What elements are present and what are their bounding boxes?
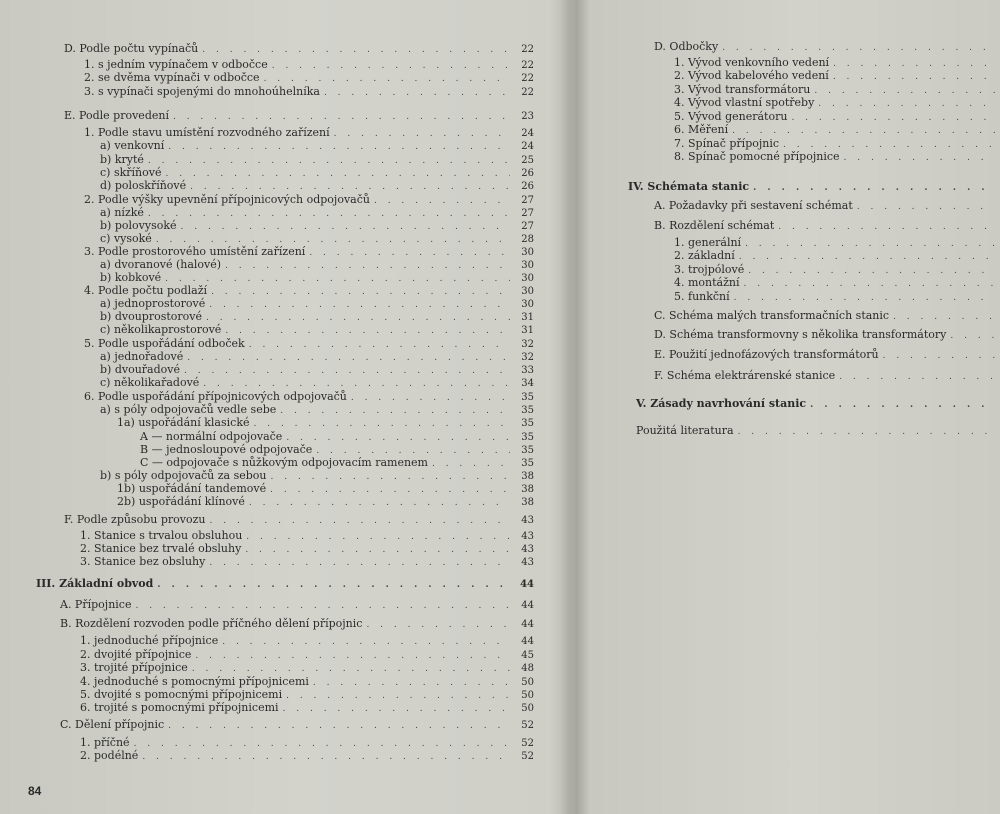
toc-entry-1-pricne	[80, 736, 534, 750]
toc-entry-text: a) jednoprostorové	[100, 297, 206, 310]
toc-entry-text: 4. jednoduché s pomocnými přípojnicemi	[80, 675, 309, 688]
toc-entry-d-poloskrinove	[100, 179, 534, 193]
toc-entry-text: D. Schéma transformovny s několika transformátory	[654, 328, 947, 341]
dot-leader	[839, 370, 995, 384]
toc-entry-text: b) dvouřadové	[100, 363, 180, 376]
toc-entry-c-deleni-pripojnic	[60, 718, 534, 732]
dot-leader	[753, 181, 995, 195]
toc-entry-page: 27	[521, 221, 534, 232]
toc-entry-d-odbocky	[654, 40, 995, 54]
toc-entry-page: 35	[521, 458, 534, 469]
toc-entry-text: E. Použití jednofázových transformátorů	[654, 348, 879, 361]
toc-entry-4-podle-poctu-podlazi	[84, 284, 534, 298]
toc-entry-text: 2. se dvěma vypínači v odbočce	[84, 71, 260, 84]
toc-entry-c-skrinove	[100, 166, 534, 180]
dot-leader	[173, 110, 510, 124]
toc-entry-text: A. Přípojnice	[60, 598, 132, 611]
toc-entry-4-vyvod-vlastni-spotreby	[674, 96, 995, 110]
toc-entry-f-schema-elektrarenske-stanice	[654, 369, 995, 383]
toc-entry-iii-zakladni-obvod	[36, 577, 534, 591]
toc-entry-page: 38	[521, 497, 534, 508]
toc-entry-page: 30	[521, 299, 534, 310]
toc-entry-5-podle-usporadani-odbocek	[84, 337, 534, 351]
toc-entry-text: c) několikaprostorové	[100, 323, 222, 336]
toc-entry-c-vysoke	[100, 232, 534, 246]
toc-entry-e-podle-provedeni	[64, 109, 534, 123]
toc-entry-page: 25	[521, 155, 534, 166]
toc-entry-page: 26	[521, 181, 534, 192]
book-gutter	[560, 0, 590, 814]
toc-entry-b-polovysoke	[100, 219, 534, 233]
toc-entry-page: 30	[521, 260, 534, 271]
dot-leader	[254, 417, 511, 431]
dot-leader	[202, 43, 510, 57]
toc-entry-a-normalni-odpojovace	[140, 430, 534, 444]
toc-entry-page: 22	[521, 60, 534, 71]
toc-entry-page: 34	[521, 378, 534, 389]
toc-entry-d-schema-transformovny-s-nekolika-transf	[654, 328, 995, 342]
toc-entry-e-pouziti-jednofazovych-transformatoru	[654, 348, 995, 362]
toc-entry-text: V. Zásady navrhování stanic	[636, 397, 807, 410]
dot-leader	[264, 72, 510, 86]
dot-leader	[810, 398, 995, 412]
page-number: 84	[28, 784, 42, 798]
dot-leader	[739, 250, 995, 264]
toc-entry-text: B. Rozdělení schémat	[654, 219, 775, 232]
dot-leader	[738, 425, 995, 439]
toc-entry-text: 3. Vývod transformátoru	[674, 83, 811, 96]
toc-entry-text: 3. Podle prostorového umístění zařízení	[84, 245, 306, 258]
toc-entry-text: 4. Vývod vlastní spotřeby	[674, 96, 815, 109]
toc-entry-b-kryte	[100, 153, 534, 167]
toc-entry-text: 8. Spínač pomocné přípojnice	[674, 150, 840, 163]
toc-entry-page: 22	[521, 73, 534, 84]
toc-entry-page: 35	[521, 392, 534, 403]
toc-entry-3-s-vypinaci-spojenymi-do-mnohouhelnika	[84, 85, 534, 99]
toc-entry-text: III. Základní obvod	[36, 577, 154, 590]
toc-entry-page: 31	[521, 325, 534, 336]
dot-leader	[168, 140, 510, 154]
toc-entry-text: 3. Stanice bez obsluhy	[80, 555, 206, 568]
toc-entry-4-jednoduche-s-pomocnymi-pripojnicemi	[80, 675, 534, 689]
toc-entry-b-jednosloupove-odpojovace	[140, 443, 534, 457]
toc-entry-page: 30	[521, 286, 534, 297]
toc-entry-5-vyvod-generatoru	[674, 110, 995, 124]
toc-entry-text: 2. podélné	[80, 749, 139, 762]
toc-entry-text: 3. trojité přípojnice	[80, 661, 188, 674]
toc-entry-iv-schemata-stanic	[628, 180, 995, 194]
toc-entry-page: 32	[521, 339, 534, 350]
toc-entry-text: 5. dvojité s pomocnými přípojnicemi	[80, 688, 283, 701]
dot-leader	[210, 514, 510, 528]
toc-entry-text: 5. Vývod generátoru	[674, 110, 788, 123]
toc-entry-text: E. Podle provedení	[64, 109, 169, 122]
toc-entry-b-dvouprostorove	[100, 310, 534, 324]
toc-entry-text: 1a) uspořádání klasické	[117, 416, 250, 429]
toc-entry-page: 22	[521, 44, 534, 55]
toc-entry-page: 35	[521, 432, 534, 443]
dot-leader	[722, 41, 995, 55]
toc-entry-7-spinac-pripojnic	[674, 137, 995, 151]
toc-entry-1b-usporadani-tandemove	[117, 482, 534, 496]
toc-entry-text: F. Schéma elektrárenské stanice	[654, 369, 836, 382]
toc-entry-text: c) skříňové	[100, 166, 162, 179]
toc-entry-text: a) dvoranové (halové)	[100, 258, 222, 271]
toc-entry-8-spinac-pomocne-pripojnice	[674, 150, 995, 164]
toc-entry-page: 31	[521, 312, 534, 323]
toc-entry-d-podle-poctu-vypinacu	[64, 42, 534, 56]
toc-entry-text: 2. dvojité přípojnice	[80, 648, 192, 661]
toc-entry-page: 44	[521, 636, 534, 647]
toc-entry-page: 28	[521, 234, 534, 245]
toc-entry-page: 35	[521, 405, 534, 416]
toc-entry-1-s-jednim-vypinacem-v-odbocce	[84, 58, 534, 72]
dot-leader	[950, 329, 995, 343]
toc-entry-page: 23	[521, 111, 534, 122]
toc-entry-a-jednoprostorove	[100, 297, 534, 311]
toc-entry-page: 38	[521, 471, 534, 482]
toc-entry-page: 27	[521, 195, 534, 206]
toc-entry-page: 44	[521, 619, 534, 630]
toc-entry-v-zasady-navrhovani-stanic	[636, 397, 995, 411]
toc-entry-page: 24	[521, 141, 534, 152]
toc-entry-page: 44	[521, 600, 534, 611]
toc-entry-2b-usporadani-klinove	[117, 495, 534, 509]
toc-entry-a-pozadavky-pri-sestaveni-schemat	[654, 199, 995, 213]
toc-entry-text: Použitá literatura	[636, 424, 734, 437]
toc-entry-3-podle-prostoroveho-umisteni-zarizeni	[84, 245, 534, 259]
dot-leader	[190, 180, 510, 194]
dot-leader	[222, 635, 510, 649]
toc-entry-1-generalni	[674, 236, 995, 250]
dot-leader	[833, 70, 995, 84]
toc-entry-text: b) dvouprostorové	[100, 310, 203, 323]
toc-entry-pouzita-literatura	[636, 424, 995, 438]
toc-entry-text: 1. příčné	[80, 736, 130, 749]
toc-entry-5-funkcni	[674, 290, 995, 304]
toc-entry-b-rozdeleni-schemat	[654, 219, 995, 233]
toc-entry-c-nekolikaradove	[100, 376, 534, 390]
toc-entry-text: 1. jednoduché přípojnice	[80, 634, 219, 647]
toc-entry-1-podle-stavu-umisteni-rozvodneho-zarize	[84, 126, 534, 140]
toc-entry-text: b) s póly odpojovačů za sebou	[100, 469, 267, 482]
toc-entry-b-dvouradove	[100, 363, 534, 377]
toc-entry-a-jednoradove	[100, 350, 534, 364]
toc-entry-text: C. Dělení přípojnic	[60, 718, 165, 731]
toc-entry-c-odpojovace-s-nuzkovym-odpojovacim-rame	[140, 456, 534, 470]
toc-entry-b-rozdeleni-rozvoden-podle-pricneho-dele	[60, 617, 534, 631]
dot-leader	[893, 310, 995, 324]
toc-entry-page: 43	[521, 557, 534, 568]
toc-entry-1-jednoduche-pripojnice	[80, 634, 534, 648]
toc-entry-c-nekolikaprostorove	[100, 323, 534, 337]
dot-leader	[844, 151, 995, 165]
toc-entry-text: c) vysoké	[100, 232, 152, 245]
toc-entry-text: 3. s vypínači spojenými do mnohoúhelníka	[84, 85, 320, 98]
dot-leader	[157, 578, 510, 592]
toc-entry-a-s-poly-odpojovacu-vedle-sebe	[100, 403, 534, 417]
toc-entry-page: 22	[521, 87, 534, 98]
toc-entry-a-dvoranove-halove	[100, 258, 534, 272]
dot-leader	[192, 662, 510, 676]
toc-entry-4-montazni	[674, 276, 995, 290]
toc-entry-text: B. Rozdělení rozvoden podle příčného dělení přípojnic	[60, 617, 363, 630]
toc-entry-text: 4. Podle počtu podlaží	[84, 284, 208, 297]
toc-entry-2-podle-vysky-upevneni-pripojnicovych-od	[84, 193, 534, 207]
toc-entry-1-vyvod-venkovniho-vedeni	[674, 56, 995, 70]
toc-entry-text: 5. funkční	[674, 290, 730, 303]
toc-entry-text: D. Podle počtu vypínačů	[64, 42, 199, 55]
dot-leader	[734, 291, 995, 305]
toc-entry-page: 30	[521, 247, 534, 258]
toc-entry-3-trojite-pripojnice	[80, 661, 534, 675]
toc-entry-a-pripojnice	[60, 598, 534, 612]
toc-entry-text: 1. Podle stavu umístění rozvodného zařízení	[84, 126, 330, 139]
dot-leader	[324, 86, 510, 100]
toc-entry-page: 38	[521, 484, 534, 495]
toc-entry-text: 6. Podle uspořádání přípojnicových odpojovačů	[84, 390, 347, 403]
toc-entry-text: 2. Vývod kabelového vedení	[674, 69, 829, 82]
toc-entry-2-se-dvema-vypinaci-v-odbocce	[84, 71, 534, 85]
toc-entry-text: D. Odbočky	[654, 40, 719, 53]
toc-entry-text: a) venkovní	[100, 139, 165, 152]
toc-entry-page: 44	[520, 579, 534, 590]
toc-entry-2-podelne	[80, 749, 534, 763]
toc-entry-page: 35	[521, 445, 534, 456]
toc-entry-page: 26	[521, 168, 534, 179]
toc-entry-text: a) nízké	[100, 206, 144, 219]
dot-leader	[249, 496, 510, 510]
dot-leader	[744, 277, 995, 291]
toc-entry-text: F. Podle způsobu provozu	[64, 513, 206, 526]
toc-entry-page: 48	[521, 663, 534, 674]
toc-entry-text: C. Schéma malých transformačních stanic	[654, 309, 890, 322]
toc-entry-f-podle-zpusobu-provozu	[64, 513, 534, 527]
toc-entry-text: 1. Vývod venkovního vedení	[674, 56, 830, 69]
toc-entry-text: 2. Podle výšky upevnění přípojnicových odpojovačů	[84, 193, 370, 206]
toc-entry-page: 52	[521, 751, 534, 762]
toc-entry-page: 52	[521, 738, 534, 749]
toc-entry-6-trojite-s-pomocnymi-pripojnicemi	[80, 701, 534, 715]
toc-entry-page: 50	[521, 703, 534, 714]
toc-entry-b-kobkove	[100, 271, 534, 285]
toc-entry-text: 7. Spínač přípojnic	[674, 137, 780, 150]
toc-entry-text: C — odpojovače s nůžkovým odpojovacím ramenem	[140, 456, 428, 469]
toc-entry-text: d) poloskříňové	[100, 179, 187, 192]
toc-entry-3-trojpolove	[674, 263, 995, 277]
toc-entry-page: 52	[521, 720, 534, 731]
toc-entry-page: 50	[521, 677, 534, 688]
toc-entry-text: 2. Stanice bez trvalé obsluhy	[80, 542, 242, 555]
toc-entry-text: 5. Podle uspořádání odboček	[84, 337, 245, 350]
toc-entry-1a-usporadani-klasicke	[117, 416, 534, 430]
dot-leader	[168, 719, 510, 733]
toc-entry-page: 50	[521, 690, 534, 701]
toc-entry-1-stanice-s-trvalou-obsluhou	[80, 529, 534, 543]
dot-leader	[857, 200, 995, 214]
toc-entry-a-venkovni	[100, 139, 534, 153]
toc-entry-text: b) polovysoké	[100, 219, 177, 232]
toc-entry-text: 2. základní	[674, 249, 735, 262]
toc-entry-page: 33	[521, 365, 534, 376]
toc-entry-text: b) kryté	[100, 153, 144, 166]
toc-entry-text: 6. trojité s pomocnými přípojnicemi	[80, 701, 279, 714]
toc-entry-page: 35	[521, 418, 534, 429]
toc-entry-text: 3. trojpólové	[674, 263, 745, 276]
dot-leader	[778, 220, 995, 234]
toc-entry-text: 1. generální	[674, 236, 742, 249]
dot-leader	[142, 750, 510, 764]
toc-entry-c-schema-malych-transformacnich-stanic	[654, 309, 995, 323]
toc-entry-page: 43	[521, 531, 534, 542]
toc-entry-5-dvojite-s-pomocnymi-pripojnicemi	[80, 688, 534, 702]
toc-entry-2-stanice-bez-trvale-obsluhy	[80, 542, 534, 556]
dot-leader	[225, 324, 510, 338]
toc-entry-text: 1b) uspořádání tandemové	[117, 482, 267, 495]
toc-entry-2-zakladni	[674, 249, 995, 263]
toc-entry-page: 43	[521, 544, 534, 555]
toc-entry-text: IV. Schémata stanic	[628, 180, 750, 193]
toc-entry-a-nizke	[100, 206, 534, 220]
toc-entry-text: a) s póly odpojovačů vedle sebe	[100, 403, 277, 416]
toc-entry-page: 27	[521, 208, 534, 219]
toc-entry-3-vyvod-transformatoru	[674, 83, 995, 97]
toc-entry-text: c) několikařadové	[100, 376, 200, 389]
toc-entry-text: a) jednořadové	[100, 350, 184, 363]
toc-entry-2-dvojite-pripojnice	[80, 648, 534, 662]
toc-entry-text: 2b) uspořádání klínové	[117, 495, 245, 508]
toc-entry-page: 45	[521, 650, 534, 661]
toc-entry-text: 1. Stanice s trvalou obsluhou	[80, 529, 243, 542]
dot-leader	[883, 349, 995, 363]
toc-entry-6-podle-usporadani-pripojnicovych-odpojo	[84, 390, 534, 404]
toc-entry-text: b) kobkové	[100, 271, 162, 284]
toc-entry-b-s-poly-odpojovacu-za-sebou	[100, 469, 534, 483]
toc-entry-6-mereni	[674, 123, 995, 137]
toc-entry-text: 1. s jedním vypínačem v odbočce	[84, 58, 268, 71]
toc-entry-page: 30	[521, 273, 534, 284]
toc-entry-text: 4. montážní	[674, 276, 740, 289]
dot-leader	[135, 599, 510, 613]
dot-leader	[203, 377, 510, 391]
toc-entry-text: A — normální odpojovače	[140, 430, 283, 443]
dot-leader	[283, 702, 510, 716]
toc-entry-3-stanice-bez-obsluhy	[80, 555, 534, 569]
toc-entry-page: 24	[521, 128, 534, 139]
toc-entry-page: 43	[521, 515, 534, 526]
dot-leader	[732, 124, 995, 138]
toc-entry-2-vyvod-kabeloveho-vedeni	[674, 69, 995, 83]
toc-entry-text: B — jednosloupové odpojovače	[140, 443, 313, 456]
dot-leader	[366, 618, 510, 632]
toc-entry-text: A. Požadavky při sestavení schémat	[654, 199, 853, 212]
toc-entry-page: 32	[521, 352, 534, 363]
toc-entry-text: 6. Měření	[674, 123, 729, 136]
dot-leader	[209, 556, 510, 570]
dot-leader	[818, 97, 995, 111]
